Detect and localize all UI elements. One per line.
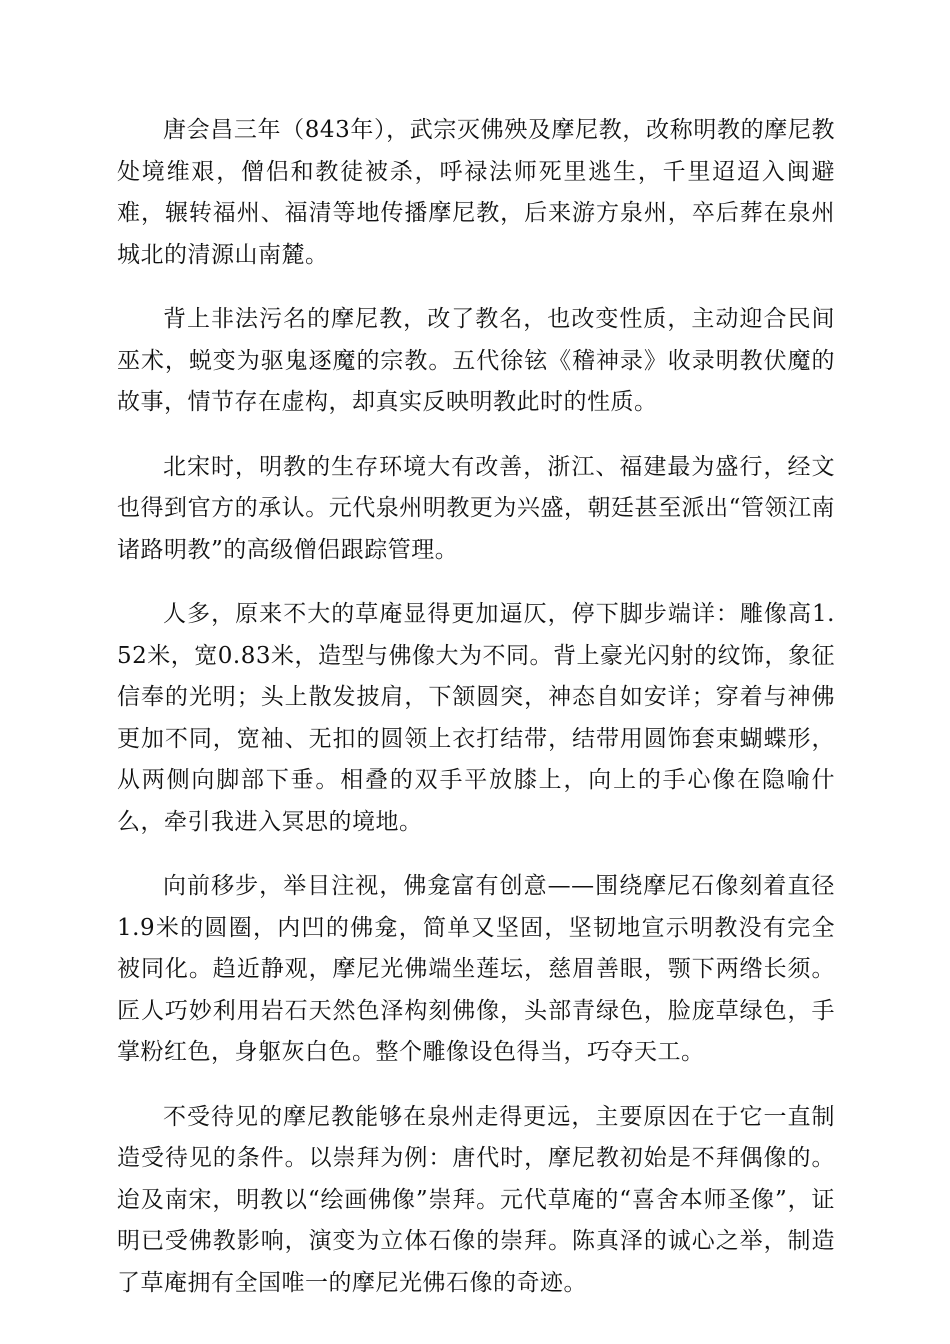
paragraph-2: 背上非法污名的摩尼教，改了教名，也改变性质，主动迎合民间巫术，蜕变为驱鬼逐魔的宗教。五代徐铉《稽神录》收录明教伏魔的故事，情节存在虚构，却真实反映明教此时的性质。 [117, 306, 835, 415]
paragraph-4: 人多，原来不大的草庵显得更加逼仄，停下脚步端详：雕像高1.52米，宽0.83米，造型与佛像大为不同。背上豪光闪射的纹饰，象征信奉的光明；头上散发披肩，下颔圆突，神态自如安详；穿着与神佛更加不同，宽袖、无扣的圆领上衣打结带，结带用圆饰套束蝴蝶形，从两侧向脚部下垂。相叠的双手平放膝上，向上的手心像在隐喻什么，牵引我进入冥思的境地。 [117, 601, 835, 835]
paragraph-5: 向前移步，举目注视，佛龛富有创意——围绕摩尼石像刻着直径1.9米的圆圈，内凹的佛龛，简单又坚固，坚韧地宣示明教没有完全被同化。趋近静观，摩尼光佛端坐莲坛，慈眉善眼，颚下两绺长须。匠人巧妙利用岩石天然色泽构刻佛像，头部青绿色，脸庞草绿色，手掌粉红色，身躯灰白色。整个雕像设色得当，巧夺天工。 [117, 873, 835, 1065]
paragraph-6: 不受待见的摩尼教能够在泉州走得更远，主要原因在于它一直制造受待见的条件。以崇拜为例：唐代时，摩尼教初始是不拜偶像的。迨及南宋，明教以“绘画佛像”崇拜。元代草庵的“喜舍本师圣像”，证明已受佛教影响，演变为立体石像的崇拜。陈真泽的诚心之举，制造了草庵拥有全国唯一的摩尼光佛石像的奇迹。 [117, 1103, 835, 1296]
document-body [117, 110, 835, 1327]
paragraph-3: 北宋时，明教的生存环境大有改善，浙江、福建最为盛行，经文也得到官方的承认。元代泉州明教更为兴盛，朝廷甚至派出“管领江南诸路明教”的高级僧侣跟踪管理。 [117, 453, 835, 563]
paragraph-1: 唐会昌三年（843年），武宗灭佛殃及摩尼教，改称明教的摩尼教处境维艰，僧侣和教徒被杀，呼禄法师死里逃生，千里迢迢入闽避难，辗转福州、福清等地传播摩尼教，后来游方泉州，卒后葬在泉州城北的清源山南麓。 [117, 117, 835, 268]
